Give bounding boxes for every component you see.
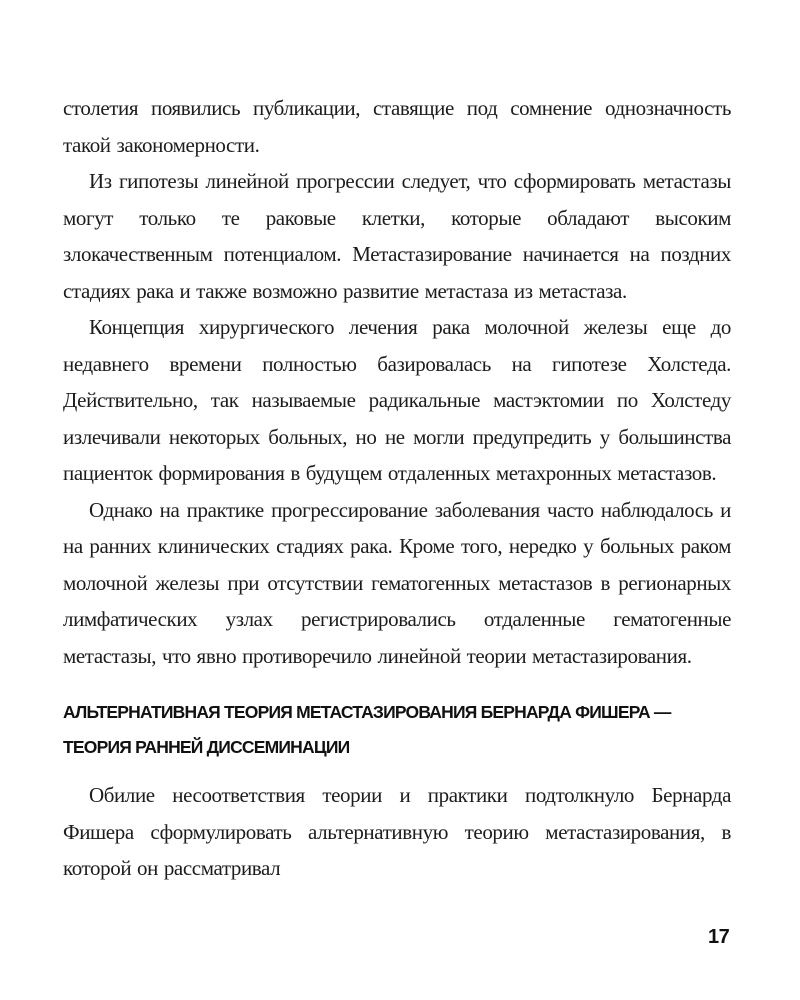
section-heading	[63, 695, 731, 765]
section-heading-line-1: АЛЬТЕРНАТИВНАЯ ТЕОРИЯ МЕТАСТАЗИРОВАНИЯ БЕРНАРДА ФИШЕРА —	[63, 702, 671, 722]
paragraph-practice-contradiction: Однако на практике прогрессирование заболевания часто наблюдалось и на ранних клинических стадиях рака. Кроме того, нередко у больных раком молочной железы при отсутствии гематогенных метастазов в регионарных лимфатических узлах регистрировались отдаленные гематогенные метастазы, что явно противоречило линейной теории метастазирования.	[63, 497, 731, 668]
paragraph-halsted-concept: Концепция хирургического лечения рака молочной железы еще до недавнего времени полностью базировалась на гипотезе Холстеда. Действительно, так называемые радикальные мастэктомии по Холстеду излечивали некоторых больных, но не могли предупредить у большинства пациенток формирования в будущем отдаленных метахронных метастазов.	[63, 315, 731, 485]
page-number: 17	[708, 926, 730, 948]
section-heading-line-2: ТЕОРИЯ РАННЕЙ ДИССЕМИНАЦИИ	[63, 737, 350, 757]
paragraph-continuation: столетия появились публикации, ставящие под сомнение однозначность такой закономерности.	[63, 96, 731, 157]
paragraph-linear-progression: Из гипотезы линейной прогрессии следует, что сформировать метастазы могут только те раковые клетки, которые обладают высоким злокачественным потенциалом. Метастазирование начинается на поздних стадиях рака и также возможно развитие метастаза из метастаза.	[63, 169, 731, 303]
page-body	[63, 90, 731, 887]
paragraph-fisher-theory: Обилие несоответствия теории и практики подтолкнуло Бернарда Фишера сформулировать альтернативную теорию метастазирования, в которой он рассматривал	[63, 783, 731, 880]
